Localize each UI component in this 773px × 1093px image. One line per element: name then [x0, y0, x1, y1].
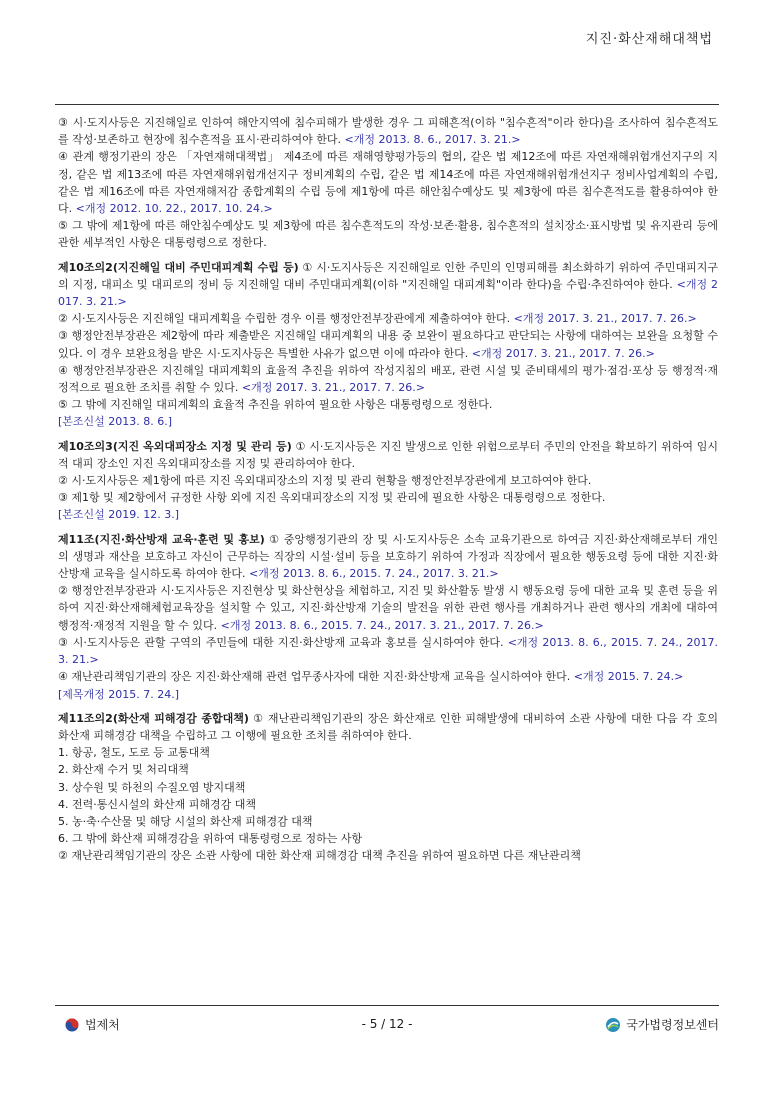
amendment-note: [제목개정 2015. 7. 24.] — [58, 687, 180, 701]
article-paragraph — [58, 710, 718, 744]
article-paragraph — [58, 396, 718, 413]
paragraph-text: ⑤ 그 밖에 지진해일 대피계획의 효율적 추진을 위하여 필요한 사항은 대통령령으로 정한다. — [58, 398, 493, 412]
paragraph-text: ② 재난관리책임기관의 장은 소관 사항에 대한 화산재 피해경감 대책 추진을 위하여 필요하면 다른 재난관리책 — [58, 849, 581, 863]
paragraph-text: ④ 재난관리책임기관의 장은 지진·화산재해 관련 업무종사자에 대한 지진·화산방재 교육을 실시하여야 한다. — [58, 670, 574, 684]
paragraph-text: ② 시·도지사등은 지진해일 대피계획을 수립한 경우 이를 행정안전부장관에게 제출하여야 한다. — [58, 312, 514, 326]
paragraph-text: ⑤ 그 밖에 제1항에 따른 해안침수예상도 및 제3항에 따른 침수흔적도의 작성·보존·활용, 침수흔적의 설치장소·표시방법 및 유지관리 등에 관한 세부적인 사항은 대통령령으로 정한다. — [58, 219, 718, 250]
article-paragraph — [58, 582, 718, 634]
article-paragraph — [58, 668, 718, 685]
article-section — [58, 438, 718, 524]
article-section — [58, 710, 718, 865]
article-paragraph — [58, 744, 718, 761]
paragraph-text: ② 시·도지사등은 제1항에 따른 지진 옥외대피장소의 지정 및 관리 현황을 행정안전부장관에게 보고하여야 한다. — [58, 474, 592, 488]
paragraph-text: ④ 관계 행정기관의 장은 「자연재해대책법」 제4조에 따른 재해영향평가등의 협의, 같은 법 제12조에 따른 자연재해위험개선지구의 지정, 같은 법 제13조에 따른 자연재해위험개선지구 정비계획의 수립, 같은 법 제14조에 따른 자연재해위험개선지구 정비사업계획의 수립, 같은 법 제16조에 따른 자연재해저감 종합계획의 수립 등에 제1항에 따른 해안침수예상도 및 제3항에 따른 침수흔적도를 활용하여야 한다. — [58, 150, 718, 216]
article-section — [58, 531, 718, 703]
paragraph-text: ① 재난관리책임기관의 장은 화산재로 인한 피해발생에 대비하여 소관 사항에 대한 다음 각 호의 화산재 피해경감 대책을 수립하고 그 이행에 필요한 조치를 취하여야 한다. — [58, 711, 718, 742]
article-section — [58, 259, 718, 431]
paragraph-text: 6. 그 밖에 화산재 피해경감을 위하여 대통령령으로 정하는 사항 — [58, 832, 363, 846]
amendment-note: <개정 2013. 8. 6., 2015. 7. 24., 2017. 3. 21.> — [58, 635, 718, 667]
footer-agency-label: 법제처 — [85, 1018, 120, 1032]
amendment-note: <개정 2017. 3. 21., 2017. 7. 26.> — [241, 381, 425, 395]
law-center-logo-icon — [605, 1017, 621, 1033]
document-title: 지진·화산재해대책법 — [585, 32, 713, 47]
header-divider — [55, 104, 719, 105]
paragraph-text: ① 시·도지사등은 지진 발생으로 인한 위험으로부터 주민의 안전을 확보하기 위하여 임시적 대피 장소인 지진 옥외대피장소를 지정 및 관리하여야 한다. — [58, 439, 718, 470]
amendment-note: <개정 2015. 7. 24.> — [573, 670, 684, 684]
article-paragraph — [58, 362, 718, 396]
footer-divider — [55, 1005, 719, 1006]
article-paragraph — [58, 531, 718, 583]
article-paragraph — [58, 796, 718, 813]
amendment-note: <개정 2017. 3. 21., 2017. 7. 26.> — [471, 346, 655, 360]
footer-center-label: 국가법령정보센터 — [626, 1018, 719, 1032]
article-title: 제10조의2(지진해일 대비 주민대피계획 수립 등) — [58, 260, 299, 274]
article-paragraph — [58, 506, 718, 523]
article-paragraph — [58, 217, 718, 251]
paragraph-text: 2. 화산재 수거 및 처리대책 — [58, 763, 189, 777]
amendment-note: <개정 2017. 3. 21.> — [58, 277, 719, 309]
article-paragraph — [58, 472, 718, 489]
amendment-note: <개정 2013. 8. 6., 2015. 7. 24., 2017. 3. 21., 2017. 7. 26.> — [220, 618, 544, 632]
article-paragraph — [58, 830, 718, 847]
paragraph-text: 5. 농·축·수산물 및 해당 시설의 화산재 피해경감 대책 — [58, 814, 313, 828]
amendment-note: <개정 2013. 8. 6., 2015. 7. 24., 2017. 3. 21.> — [249, 567, 499, 581]
article-paragraph — [58, 310, 718, 327]
paragraph-text: ③ 행정안전부장관은 제2항에 따라 제출받은 지진해일 대피계획의 내용 중 보완이 필요하다고 판단되는 사항에 대하여는 보완을 요청할 수 있다. 이 경우 보완요청을 받은 시·도지사등은 특별한 사유가 없으면 이에 따라야 한다. — [58, 329, 718, 360]
document-body — [58, 114, 718, 865]
paragraph-text: ③ 시·도지사등은 관할 구역의 주민들에 대한 지진·화산방재 교육과 홍보를 실시하여야 한다. — [58, 635, 508, 649]
footer-right — [605, 1016, 719, 1033]
paragraph-text: ③ 제1항 및 제2항에서 규정한 사항 외에 지진 옥외대피장소의 지정 및 관리에 필요한 사항은 대통령령으로 정한다. — [58, 491, 606, 505]
article-title: 제11조의2(화산재 피해경감 종합대책) — [58, 711, 249, 725]
amendment-note: <개정 2012. 10. 22., 2017. 10. 24.> — [75, 202, 273, 216]
article-paragraph — [58, 438, 718, 472]
article-paragraph — [58, 634, 718, 668]
paragraph-text: ① 시·도지사등은 지진해일로 인한 주민의 인명피해를 최소화하기 위하여 주민대피지구의 지정, 대피소 및 대피로의 정비 등 지진해일 대비 주민대피계획(이하 "지진해일 대피계획"이라 한다)을 수립·추진하여야 한다. — [58, 260, 719, 291]
page-footer — [55, 1014, 719, 1036]
amendment-note: [본조신설 2013. 8. 6.] — [58, 415, 173, 429]
paragraph-text: ② 행정안전부장관과 시·도지사등은 지진현상 및 화산현상을 체험하고, 지진 및 화산활동 발생 시 행동요령 등에 대한 교육 및 훈련 등을 위하여 지진·화산재해체험교육장을 설치할 수 있고, 지진·화산방재 기술의 발전을 위한 관련 행사를 개최하거나 관련 행사의 개최에 대하여 행정적·재정적 지원을 할 수 있다. — [58, 584, 718, 632]
amendment-note: <개정 2017. 3. 21., 2017. 7. 26.> — [513, 312, 697, 326]
article-title: 제11조(지진·화산방재 교육·훈련 및 홍보) — [58, 532, 265, 546]
paragraph-text: 1. 항공, 철도, 도로 등 교통대책 — [58, 746, 210, 760]
amendment-note: [본조신설 2019. 12. 3.] — [58, 508, 180, 522]
article-paragraph — [58, 779, 718, 796]
paragraph-text: ③ 시·도지사등은 지진해일로 인하여 해안지역에 침수피해가 발생한 경우 그 피해흔적(이하 "침수흔적"이라 한다)을 조사하여 침수흔적도를 작성·보존하고 현장에 침수흔적을 표시·관리하여야 한다. — [58, 116, 718, 147]
paragraph-text: ④ 행정안전부장관은 지진해일 대피계획의 효율적 추진을 위하여 작성지침의 배포, 관련 시설 및 준비태세의 평가·점검·포상 등 행정적·재정적으로 필요한 조치를 취할 수 있다. — [58, 363, 718, 395]
article-paragraph — [58, 114, 718, 148]
amendment-note: <개정 2013. 8. 6., 2017. 3. 21.> — [344, 133, 521, 147]
article-paragraph — [58, 847, 718, 864]
article-paragraph — [58, 813, 718, 830]
article-paragraph — [58, 489, 718, 506]
article-paragraph — [58, 761, 718, 778]
article-paragraph — [58, 327, 718, 361]
article-paragraph — [58, 686, 718, 703]
paragraph-text: ① 중앙행정기관의 장 및 시·도지사등은 소속 교육기관으로 하여금 지진·화산재해로부터 개인의 생명과 재산을 보호하고 자신이 근무하는 직장의 시설·설비 등을 보호하기 위하여 가정과 직장에서 필요한 행동요령 등에 대한 지진·화산방재 교육을 실시하도록 하여야 한다. — [58, 532, 718, 581]
page-number: - 5 / 12 - — [361, 1017, 413, 1031]
article-paragraph — [58, 259, 718, 311]
continued-article — [58, 114, 718, 252]
article-title: 제10조의3(지진 옥외대피장소 지정 및 관리 등) — [58, 439, 292, 453]
article-paragraph — [58, 413, 718, 430]
article-paragraph — [58, 148, 718, 217]
paragraph-text: 3. 상수원 및 하천의 수질오염 방지대책 — [58, 780, 246, 794]
paragraph-text: 4. 전력·통신시설의 화산재 피해경감 대책 — [58, 797, 256, 811]
